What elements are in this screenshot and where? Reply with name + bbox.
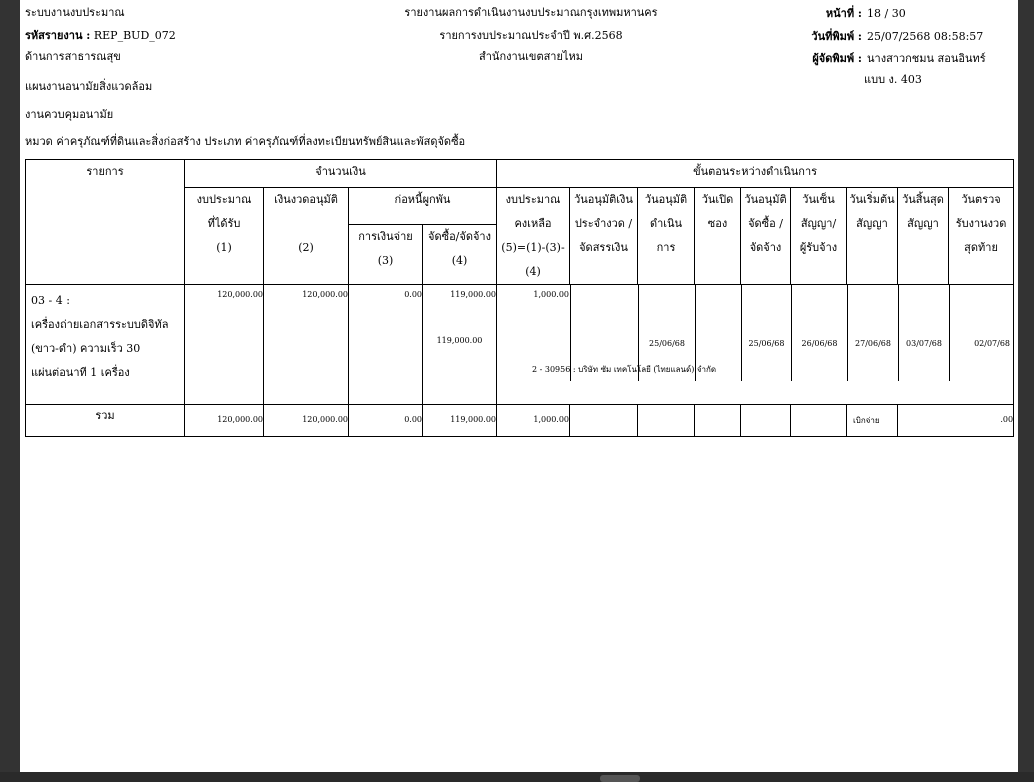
col-s2-header: วันอนุมัติ ดำเนิน การ <box>638 188 695 285</box>
page-label: หน้าที่ : <box>825 7 862 20</box>
total-approved: 120,000.00 <box>264 405 349 437</box>
obligation-header: ก่อหนี้ผูกพัน <box>349 188 497 225</box>
report-page <box>20 0 1018 772</box>
category: ด้านการสาธารณสุข <box>25 50 121 63</box>
end-date: 03/07/68 <box>906 339 942 348</box>
col-approved-header: เงินงวดอนุมัติ (2) <box>264 188 349 285</box>
col-s3-header: วันเปิด ซอง <box>695 188 741 285</box>
report-table <box>25 159 1014 437</box>
purchase-cell: 119,000.00 119,000.00 <box>423 285 497 405</box>
horizontal-scrollbar-thumb[interactable] <box>600 775 640 782</box>
page-value: 18 / 30 <box>867 7 906 20</box>
item-desc-cell: 03 - 4 : เครื่องถ่ายเอกสารระบบดิจิทัล (ขาว-ดำ) ความเร็ว 30 แผ่นต่อนาที 1 เครื่อง <box>26 285 185 405</box>
report-subtitle: รายการงบประมาณประจำปี พ.ศ.2568 <box>439 29 623 42</box>
total-label: รวม <box>26 405 185 437</box>
printer-label: ผู้จัดพิมพ์ : <box>812 52 862 65</box>
total-disburse: 0.00 <box>349 405 423 437</box>
disburse-cell: 0.00 <box>349 285 423 405</box>
total-last: .00 <box>898 405 1014 437</box>
col-purchase-header: จัดซื้อ/จัดจ้าง (4) <box>423 224 497 284</box>
total-s4 <box>741 405 791 437</box>
money-group-header: จำนวนเงิน <box>185 160 497 188</box>
plan: แผนงานอนามัยสิ่งแวดล้อม <box>25 80 153 93</box>
table-row <box>26 285 1014 405</box>
vendor-text: 2 - 30956 : บริษัท ซัม เทคโนโลยี (ไทยแลนด์) จำกัด <box>532 365 717 374</box>
report-title: รายงานผลการดำเนินงานงบประมาณกรุงเทพมหานคร <box>404 6 658 19</box>
inspect-date: 02/07/68 <box>974 339 1010 348</box>
total-s5 <box>791 405 847 437</box>
col-remain-header: งบประมาณ คงเหลือ (5)=(1)-(3)-(4) <box>497 188 570 285</box>
approve-buy-date: 25/06/68 <box>748 339 785 348</box>
viewer-left-margin <box>0 0 20 772</box>
total-s2 <box>638 405 695 437</box>
viewer-bottom-bar <box>0 772 1034 782</box>
total-row <box>26 405 1014 437</box>
col-s6-header: วันเริ่มต้น สัญญา <box>847 188 898 285</box>
work: งานควบคุมอนามัย <box>25 108 114 121</box>
printer-value: นางสาวกชมน สอนอินทร์ <box>867 52 986 65</box>
total-s3 <box>695 405 741 437</box>
group-line: หมวด ค่าครุภัณฑ์ที่ดินและสิ่งก่อสร้าง ประเภท ค่าครุภัณฑ์ที่ลงทะเบียนทรัพย์สินและพัสดุจัดซื้อ <box>25 135 466 148</box>
approve-date: 25/06/68 <box>649 339 685 348</box>
system-name: ระบบงานงบประมาณ <box>25 6 125 19</box>
col-budget-header: งบประมาณ ที่ได้รับ (1) <box>185 188 264 285</box>
col-s1-header: วันอนุมัติเงิน ประจำงวด / จัดสรรเงิน <box>570 188 638 285</box>
budget-cell: 120,000.00 <box>185 285 264 405</box>
start-date: 27/06/68 <box>855 339 891 348</box>
form-code: แบบ ง. 403 <box>864 73 922 86</box>
col-disburse-header: การเงินจ่าย (3) <box>349 224 423 284</box>
total-remain: 1,000.00 <box>497 405 570 437</box>
print-date-value: 25/07/2568 08:58:57 <box>867 30 984 43</box>
total-purchase: 119,000.00 <box>423 405 497 437</box>
total-status: เบิกจ่าย <box>847 405 898 437</box>
report-code: รหัสรายงาน : REP_BUD_072 <box>25 29 176 42</box>
total-budget: 120,000.00 <box>185 405 264 437</box>
col-s4-header: วันอนุมัติ จัดซื้อ / จัดจ้าง <box>741 188 791 285</box>
total-s1 <box>570 405 638 437</box>
col-item-header: รายการ <box>26 160 185 285</box>
steps-group-header: ขั้นตอนระหว่างดำเนินการ <box>497 160 1014 188</box>
remain-value: 1,000.00 <box>533 290 569 299</box>
col-s7-header: วันสิ้นสุด สัญญา <box>898 188 949 285</box>
col-s8-header: วันตรวจ รับงานงวด สุดท้าย <box>949 188 1014 285</box>
steps-cell <box>497 285 1014 405</box>
office-name: สำนักงานเขตสายไหม <box>479 50 583 63</box>
col-s5-header: วันเซ็น สัญญา/ ผู้รับจ้าง <box>791 188 847 285</box>
print-date-label: วันที่พิมพ์ : <box>811 30 862 43</box>
approved-cell: 120,000.00 <box>264 285 349 405</box>
sign-date: 26/06/68 <box>801 339 838 348</box>
